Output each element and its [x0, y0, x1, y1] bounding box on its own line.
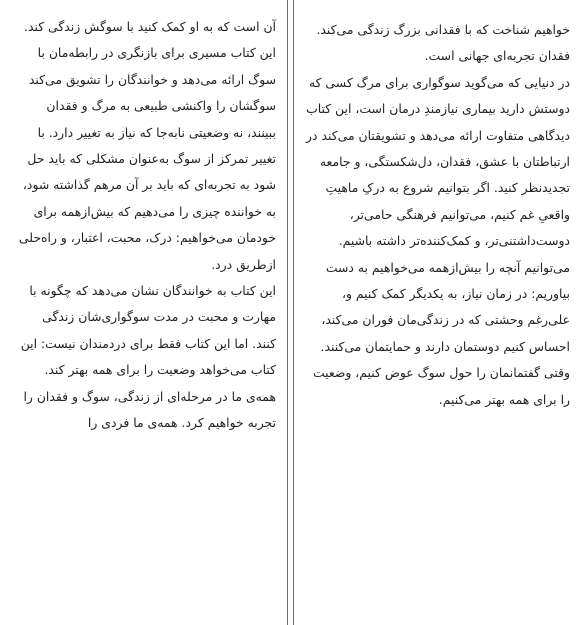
paragraph: در دنیایی که می‌گوید سوگواری برای مرگ کسی که دوستش دارید بیماری نیازمندِ درمان است، این کتاب دیدگاهی متفاوت ارائه می‌دهد و تشویقتان می‌کند در ارتباطتان با عشق، فقدان، دل‌شکستگی، و جامعه تجدیدنظر کنید. اگر بتوانیم شروع به درکِ ماهیتِ واقعیِ غم کنیم، می‌توانیم فرهنگی حامی‌تر، دوست‌داشتنی‌تر، و کمک‌کننده‌تر داشته باشیم. می‌توانیم آنچه را بیش‌ازهمه می‌خواهیم به دست بیاوریم: در زمان نیاز، به یکدیگر کمک کنیم و، علی‌رغم وحشتی که در زندگی‌مان فوران می‌کند، احساس کنیم دوستمان دارند و حمایتمان می‌کنند. وقتی گفتمانمان را حول سوگ عوض کنیم، وضعیت را برای همه بهتر می‌کنیم.	[306, 74, 570, 407]
paragraph: خواهیم شناخت که با فقدانی بزرگ زندگی می‌کند. فقدان تجربه‌ای جهانی است.	[316, 22, 570, 64]
page-gutter-line-right	[293, 0, 294, 625]
left-page-text	[18, 14, 276, 437]
paragraph: آن است که به او کمک کنید با سوگش زندگی کند.	[24, 19, 276, 34]
paragraph: این کتاب به خوانندگان نشان می‌دهد که چگونه با مهارت و محبت در مدت سوگواری‌شان زندگی کنند. اما این کتاب فقط برای دردمندان نیست: این کتاب می‌خواهد وضعیت را برای همه بهتر کند. همه‌ی ما در مرحله‌ای از زندگی، سوگ و فقدان را تجربه خواهیم کرد. همه‌ی ما فردی را	[20, 283, 276, 431]
right-page-text	[304, 17, 570, 413]
page-gutter-line-left	[287, 0, 288, 625]
paragraph: این کتاب مسیری برای بازنگری در رابطه‌مان با سوگ ارائه می‌دهد و خوانندگان را تشویق می‌کند سوگشان را واکنشی طبیعی به مرگ و فقدان ببینند، نه وضعیتی نابه‌جا که نیاز به تغییر دارد. با تغییر تمرکز از سوگ به‌عنوان مشکلی که باید حل شود به تجربه‌ای که باید بر آن مرهم گذاشته شود، به خواننده چیزی را می‌دهیم که بیش‌ازهمه برای خودمان می‌خواهیم: درک، محبت، اعتبار، و راه‌حلی ازطریق درد.	[18, 45, 276, 272]
